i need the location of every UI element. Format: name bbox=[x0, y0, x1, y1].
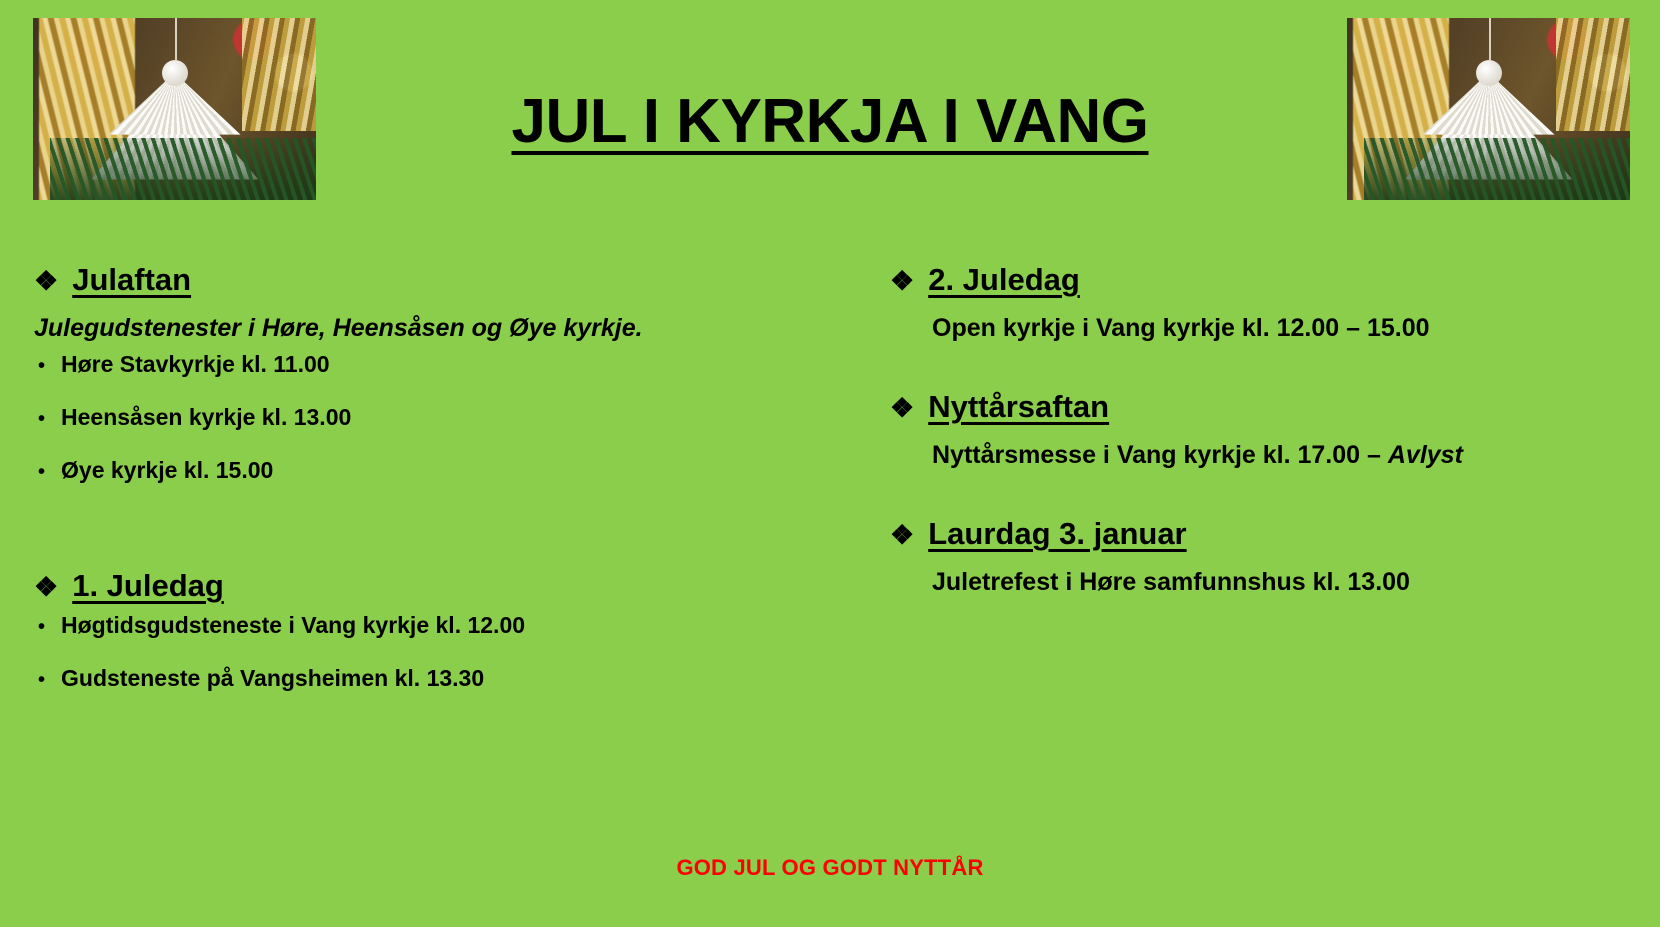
section-heading-nyttarsaftan bbox=[890, 389, 1620, 425]
section-line-2-juledag: Open kyrkje i Vang kyrkje kl. 12.00 – 15.00 bbox=[932, 314, 1430, 342]
section-line-text: Nyttårsmesse i Vang kyrkje kl. 17.00 – bbox=[932, 441, 1388, 469]
angel-head-right bbox=[1476, 60, 1502, 86]
dot-bullet-icon: • bbox=[38, 669, 46, 691]
section-subtitle-julaftan: Julegudstenester i Høre, Heensåsen og Øye kyrkje. bbox=[34, 314, 643, 342]
diamond-bullet-icon: ❖ bbox=[34, 266, 59, 296]
list-item-label: Høre Stavkyrkje kl. 11.00 bbox=[61, 351, 330, 377]
dot-bullet-icon: • bbox=[38, 616, 46, 638]
diamond-bullet-icon: ❖ bbox=[34, 572, 59, 602]
section-heading-laurdag-3-januar bbox=[890, 516, 1620, 552]
service-list-julaftan bbox=[34, 351, 824, 484]
section-spacer bbox=[34, 510, 824, 568]
list-item-label: Gudsteneste på Vangsheimen kl. 13.30 bbox=[61, 665, 485, 691]
list-item bbox=[38, 612, 824, 639]
section-line-laurdag-3-januar: Juletrefest i Høre samfunnshus kl. 13.00 bbox=[932, 568, 1410, 596]
right-column bbox=[890, 262, 1620, 597]
greeting-footer: GOD JUL OG GODT NYTTÅR bbox=[676, 855, 984, 880]
section-spacer bbox=[890, 343, 1620, 389]
section-heading-label: Nyttårsaftan bbox=[928, 389, 1110, 424]
left-column bbox=[34, 262, 824, 718]
page-title: JUL I KYRKJA I VANG bbox=[511, 87, 1149, 156]
section-heading-label: Julaftan bbox=[72, 262, 192, 297]
list-item-label: Høgtidsgudsteneste i Vang kyrkje kl. 12.00 bbox=[61, 612, 526, 638]
ornament-string-left bbox=[175, 18, 177, 60]
cancelled-note: Avlyst bbox=[1387, 441, 1463, 469]
list-item-label: Øye kyrkje kl. 15.00 bbox=[61, 457, 274, 483]
section-heading-label: 1. Juledag bbox=[72, 568, 224, 603]
list-item-label: Heensåsen kyrkje kl. 13.00 bbox=[61, 404, 352, 430]
section-heading-julaftan bbox=[34, 262, 824, 298]
diamond-bullet-icon: ❖ bbox=[890, 520, 915, 550]
diamond-bullet-icon: ❖ bbox=[890, 393, 915, 423]
service-list-1-juledag bbox=[34, 612, 824, 692]
section-spacer bbox=[890, 470, 1620, 516]
section-heading-1-juledag bbox=[34, 568, 824, 604]
diamond-bullet-icon: ❖ bbox=[890, 266, 915, 296]
list-item bbox=[38, 457, 824, 484]
dot-bullet-icon: • bbox=[38, 355, 46, 377]
list-item bbox=[38, 404, 824, 431]
dot-bullet-icon: • bbox=[38, 408, 46, 430]
section-heading-label: Laurdag 3. januar bbox=[928, 516, 1187, 551]
section-heading-2-juledag bbox=[890, 262, 1620, 298]
section-line-nyttarsaftan bbox=[932, 441, 1620, 470]
ornament-string-right bbox=[1489, 18, 1491, 60]
angel-head-left bbox=[162, 60, 188, 86]
list-item bbox=[38, 665, 824, 692]
list-item bbox=[38, 351, 824, 378]
dot-bullet-icon: • bbox=[38, 461, 46, 483]
section-heading-label: 2. Juledag bbox=[928, 262, 1080, 297]
